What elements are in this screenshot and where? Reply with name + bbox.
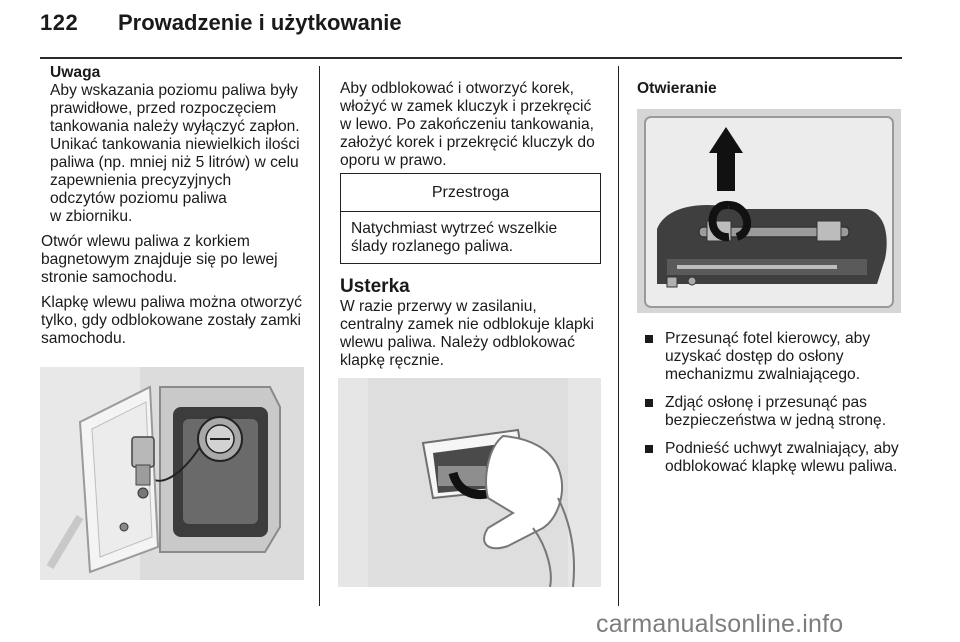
note-line: odczytów poziomu paliwa xyxy=(50,190,227,207)
header-rule xyxy=(40,57,902,59)
note-line: w zbiorniku. xyxy=(50,208,133,225)
list-item-line: uzyskać dostęp do osłony xyxy=(665,348,844,365)
text-line: oporu w prawo. xyxy=(340,152,447,169)
release-handle-illustration xyxy=(637,109,901,313)
page-number: 122 xyxy=(40,10,79,35)
text-line: bagnetowym znajduje się po lewej xyxy=(41,251,278,268)
note-heading: Uwaga xyxy=(50,64,101,81)
list-item-line: Przesunąć fotel kierowcy, aby xyxy=(665,330,871,347)
list-item xyxy=(637,330,901,384)
caution-line: Natychmiast wytrzeć wszelkie xyxy=(351,220,558,237)
text-line: Aby odblokować i otworzyć korek, xyxy=(340,80,575,97)
list-item xyxy=(637,394,901,430)
caution-box xyxy=(340,173,601,264)
list-item xyxy=(637,440,901,476)
page-title: Prowadzenie i użytkowanie xyxy=(118,10,402,35)
fuel-door-drawing xyxy=(40,367,304,580)
fuel-filler-door-illustration xyxy=(40,367,304,580)
text-line: wlewu paliwa. Należy odblokować xyxy=(340,334,575,351)
release-steps-list xyxy=(637,330,901,476)
text-line: tylko, gdy odblokowane zostały zamki xyxy=(41,312,302,329)
opening-heading: Otwieranie xyxy=(637,80,717,97)
paragraph-unlock-cap xyxy=(340,80,604,170)
manual-release-drawing xyxy=(338,378,601,587)
note-line: zapewnienia precyzyjnych xyxy=(50,172,232,189)
text-line: samochodu. xyxy=(41,330,126,347)
caution-line: ślady rozlanego paliwa. xyxy=(351,238,514,255)
caution-heading: Przestroga xyxy=(341,174,600,212)
paragraph-filler-unlock xyxy=(41,294,313,348)
text-line: w lewo. Po zakończeniu tankowania, xyxy=(340,116,594,133)
text-line: klapkę ręcznie. xyxy=(340,352,445,369)
note-block xyxy=(41,64,313,226)
manual-release-illustration xyxy=(338,378,601,587)
fault-body xyxy=(340,298,604,370)
caution-body xyxy=(341,212,600,264)
note-line: prawidłowe, przed rozpoczęciem xyxy=(50,100,277,117)
list-item-line: odblokować klapkę wlewu paliwa. xyxy=(665,458,898,475)
bullet-icon xyxy=(645,445,653,453)
fault-heading: Usterka xyxy=(340,276,410,297)
text-line: Otwór wlewu paliwa z korkiem xyxy=(41,233,250,250)
fault-section xyxy=(340,276,604,370)
text-line: W razie przerwy w zasilaniu, xyxy=(340,298,537,315)
text-line: założyć korek i przekręcić kluczyk do xyxy=(340,134,595,151)
list-item-line: mechanizmu zwalniającego. xyxy=(665,366,861,383)
bullet-icon xyxy=(645,335,653,343)
column-divider-2 xyxy=(618,66,619,606)
text-line: Klapkę wlewu paliwa można otworzyć xyxy=(41,294,302,311)
release-handle-drawing xyxy=(637,109,901,313)
text-line: centralny zamek nie odblokuje klapki xyxy=(340,316,594,333)
paragraph-filler-location xyxy=(41,233,313,287)
note-line: paliwa (np. mniej niż 5 litrów) w celu xyxy=(50,154,299,171)
column-2 xyxy=(340,80,604,170)
column-1 xyxy=(41,64,313,348)
list-item-line: Podnieść uchwyt zwalniający, aby xyxy=(665,440,899,457)
watermark: carmanualsonline.info xyxy=(596,610,844,638)
bullet-list-container xyxy=(637,330,901,486)
text-line: stronie samochodu. xyxy=(41,269,178,286)
note-line: tankowania należy wyłączyć zapłon. xyxy=(50,118,300,135)
column-divider-1 xyxy=(319,66,320,606)
bullet-icon xyxy=(645,399,653,407)
text-line: włożyć w zamek kluczyk i przekręcić xyxy=(340,98,592,115)
note-line: Aby wskazania poziomu paliwa były xyxy=(50,82,298,99)
list-item-line: Zdjąć osłonę i przesunąć pas xyxy=(665,394,867,411)
note-line: Unikać tankowania niewielkich ilości xyxy=(50,136,300,153)
list-item-line: bezpieczeństwa w jedną stronę. xyxy=(665,412,887,429)
